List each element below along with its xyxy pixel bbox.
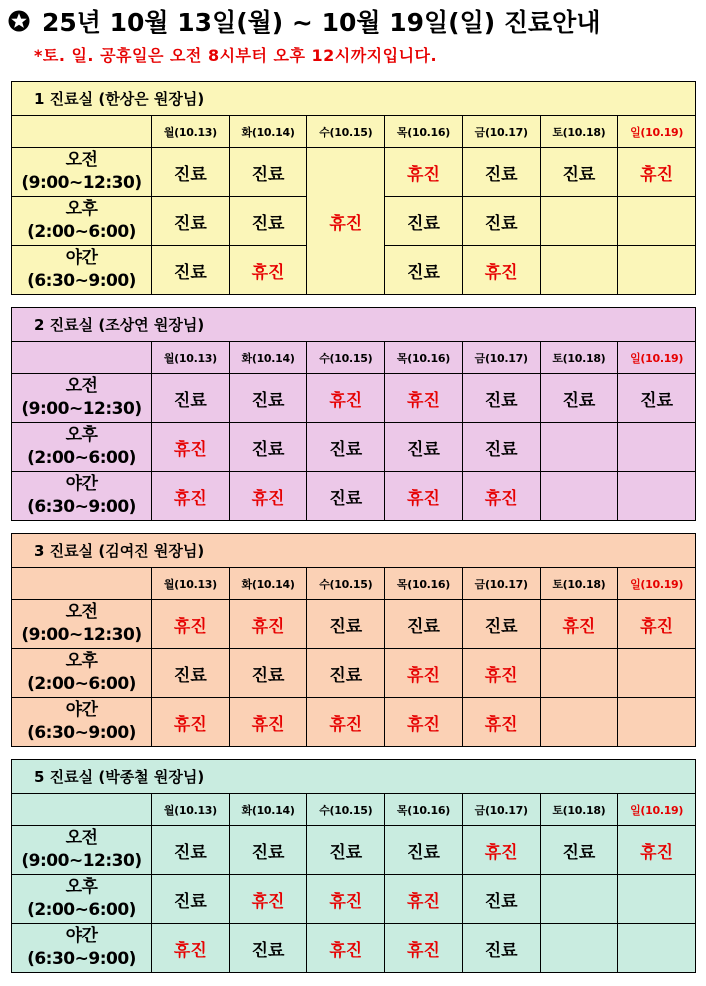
schedule-cell: 휴진 xyxy=(152,924,230,973)
schedule-cell: 진료 xyxy=(618,374,696,423)
schedule-cell xyxy=(540,924,618,973)
table-row xyxy=(12,423,696,472)
schedule-cell: 진료 xyxy=(152,148,230,197)
period-time: (9:00~12:30) xyxy=(21,851,142,871)
schedule-cell: 진료 xyxy=(152,374,230,423)
schedule-cell: 진료 xyxy=(152,875,230,924)
day-header: 수(10.15) xyxy=(307,794,385,826)
period-label xyxy=(12,826,152,875)
day-header-row xyxy=(12,116,696,148)
schedule-cell: 휴진 xyxy=(152,698,230,747)
day-header: 월(10.13) xyxy=(152,116,230,148)
day-header-sunday: 일(10.19) xyxy=(618,794,696,826)
room-title: 1 진료실 (한상은 원장님) xyxy=(12,82,696,116)
schedule-cell: 진료 xyxy=(229,423,307,472)
room-schedule-table xyxy=(11,759,696,973)
schedule-cell: 휴진 xyxy=(618,600,696,649)
schedule-cell: 진료 xyxy=(229,924,307,973)
schedule-cell: 진료 xyxy=(229,826,307,875)
schedule-cell: 휴진 xyxy=(307,875,385,924)
schedule-cell: 휴진 xyxy=(385,472,463,521)
schedule-cell: 진료 xyxy=(307,649,385,698)
schedule-cell xyxy=(540,698,618,747)
period-time: (2:00~6:00) xyxy=(27,900,136,920)
corner-cell xyxy=(12,342,152,374)
schedule-cell: 진료 xyxy=(229,649,307,698)
period-label xyxy=(12,875,152,924)
schedule-cell: 진료 xyxy=(152,826,230,875)
schedule-cell: 휴진 xyxy=(385,374,463,423)
day-header: 화(10.14) xyxy=(229,568,307,600)
schedule-cell: 진료 xyxy=(229,374,307,423)
day-header-sunday: 일(10.19) xyxy=(618,568,696,600)
table-row xyxy=(12,924,696,973)
day-header: 화(10.14) xyxy=(229,794,307,826)
period-time: (2:00~6:00) xyxy=(27,448,136,468)
schedule-cell: 진료 xyxy=(152,246,230,295)
period-time: (2:00~6:00) xyxy=(27,674,136,694)
period-name: 오후 xyxy=(65,877,98,897)
room-title: 3 진료실 (김여진 원장님) xyxy=(12,534,696,568)
day-header-row xyxy=(12,342,696,374)
page-title xyxy=(8,4,698,38)
star-circle-icon xyxy=(8,10,30,32)
schedule-cell: 휴진 xyxy=(540,600,618,649)
schedule-cell: 휴진 xyxy=(152,472,230,521)
corner-cell xyxy=(12,116,152,148)
schedule-cell: 휴진 xyxy=(385,698,463,747)
schedule-cell: 진료 xyxy=(462,197,540,246)
period-label xyxy=(12,197,152,246)
schedule-cell xyxy=(618,924,696,973)
period-name: 오전 xyxy=(65,828,98,848)
schedule-cell: 휴진 xyxy=(462,826,540,875)
day-header: 월(10.13) xyxy=(152,342,230,374)
day-header: 목(10.16) xyxy=(385,568,463,600)
day-header: 수(10.15) xyxy=(307,116,385,148)
day-header: 금(10.17) xyxy=(462,568,540,600)
table-row xyxy=(12,698,696,747)
schedule-cell: 휴진 xyxy=(152,600,230,649)
period-name: 오전 xyxy=(65,150,98,170)
schedule-cell xyxy=(618,875,696,924)
schedule-cell: 진료 xyxy=(307,600,385,649)
period-name: 야간 xyxy=(65,474,98,494)
schedule-cell: 휴진 xyxy=(385,148,463,197)
schedule-cell: 진료 xyxy=(462,374,540,423)
schedule-cell: 휴진 xyxy=(152,423,230,472)
period-name: 야간 xyxy=(65,700,98,720)
schedule-cell xyxy=(618,246,696,295)
schedule-cell: 휴진 xyxy=(385,649,463,698)
schedule-cell xyxy=(540,875,618,924)
schedule-cell xyxy=(540,246,618,295)
schedule-cell: 휴진 xyxy=(385,875,463,924)
day-header: 목(10.16) xyxy=(385,794,463,826)
schedule-cell: 진료 xyxy=(229,197,307,246)
period-label xyxy=(12,246,152,295)
day-header: 금(10.17) xyxy=(462,342,540,374)
corner-cell xyxy=(12,568,152,600)
period-label xyxy=(12,924,152,973)
day-header: 토(10.18) xyxy=(540,116,618,148)
day-header: 목(10.16) xyxy=(385,116,463,148)
day-header-row xyxy=(12,568,696,600)
room-title: 2 진료실 (조상연 원장님) xyxy=(12,308,696,342)
schedule-cell: 진료 xyxy=(540,374,618,423)
schedule-cell: 진료 xyxy=(462,148,540,197)
period-name: 야간 xyxy=(65,926,98,946)
day-header: 목(10.16) xyxy=(385,342,463,374)
period-time: (9:00~12:30) xyxy=(21,173,142,193)
room-title: 5 진료실 (박종철 원장님) xyxy=(12,760,696,794)
room-schedule-table xyxy=(11,307,696,521)
schedule-cell: 진료 xyxy=(152,649,230,698)
schedule-cell: 진료 xyxy=(385,423,463,472)
day-header-sunday: 일(10.19) xyxy=(618,342,696,374)
day-header: 수(10.15) xyxy=(307,568,385,600)
period-label xyxy=(12,423,152,472)
table-row xyxy=(12,374,696,423)
schedule-cell: 진료 xyxy=(229,148,307,197)
period-label xyxy=(12,649,152,698)
schedule-cell: 휴진 xyxy=(307,374,385,423)
day-header-sunday: 일(10.19) xyxy=(618,116,696,148)
table-row xyxy=(12,148,696,197)
period-time: (9:00~12:30) xyxy=(21,625,142,645)
period-label xyxy=(12,374,152,423)
schedule-cell: 진료 xyxy=(462,924,540,973)
weekend-hours-note: *토. 일. 공휴일은 오전 8시부터 오후 12시까지입니다. xyxy=(34,45,438,65)
period-name: 오후 xyxy=(65,199,98,219)
table-row xyxy=(12,472,696,521)
room-schedule-table xyxy=(11,533,696,747)
schedule-cell: 휴진 xyxy=(229,246,307,295)
schedule-cell: 휴진 xyxy=(229,875,307,924)
period-time: (9:00~12:30) xyxy=(21,399,142,419)
period-name: 오후 xyxy=(65,425,98,445)
schedule-cell: 진료 xyxy=(462,423,540,472)
page-title-text: 25년 10월 13일(월) ~ 10월 19일(일) 진료안내 xyxy=(42,8,601,37)
period-label xyxy=(12,698,152,747)
period-name: 야간 xyxy=(65,248,98,268)
schedule-cell: 진료 xyxy=(307,472,385,521)
day-header: 화(10.14) xyxy=(229,116,307,148)
day-header-row xyxy=(12,794,696,826)
schedule-cell: 휴진 xyxy=(462,246,540,295)
day-header: 금(10.17) xyxy=(462,116,540,148)
table-row xyxy=(12,600,696,649)
schedule-cell: 진료 xyxy=(385,246,463,295)
table-row xyxy=(12,826,696,875)
schedule-cell: 휴진 xyxy=(462,649,540,698)
period-name: 오후 xyxy=(65,651,98,671)
schedule-cell xyxy=(540,649,618,698)
day-header: 토(10.18) xyxy=(540,568,618,600)
corner-cell xyxy=(12,794,152,826)
schedule-cell xyxy=(618,649,696,698)
day-header: 금(10.17) xyxy=(462,794,540,826)
period-label xyxy=(12,600,152,649)
schedule-cell: 휴진 xyxy=(462,472,540,521)
schedule-cell: 휴진 xyxy=(229,600,307,649)
schedule-cell: 진료 xyxy=(462,875,540,924)
day-header: 토(10.18) xyxy=(540,342,618,374)
schedule-cell: 진료 xyxy=(540,148,618,197)
period-time: (6:30~9:00) xyxy=(27,723,136,743)
day-header: 수(10.15) xyxy=(307,342,385,374)
period-time: (6:30~9:00) xyxy=(27,949,136,969)
schedule-cell: 진료 xyxy=(385,197,463,246)
schedule-cell: 진료 xyxy=(385,826,463,875)
period-time: (6:30~9:00) xyxy=(27,497,136,517)
schedule-cell: 휴진 xyxy=(307,148,385,295)
schedule-cell: 진료 xyxy=(307,423,385,472)
schedule-cell: 휴진 xyxy=(229,698,307,747)
schedule-cell: 휴진 xyxy=(618,826,696,875)
table-row xyxy=(12,649,696,698)
schedule-cell: 휴진 xyxy=(307,698,385,747)
period-name: 오전 xyxy=(65,602,98,622)
period-label xyxy=(12,148,152,197)
schedule-cell: 휴진 xyxy=(307,924,385,973)
day-header: 월(10.13) xyxy=(152,794,230,826)
period-time: (2:00~6:00) xyxy=(27,222,136,242)
schedule-cell: 진료 xyxy=(385,600,463,649)
schedule-cell xyxy=(618,423,696,472)
table-row xyxy=(12,875,696,924)
schedule-cell xyxy=(540,472,618,521)
schedule-cell: 휴진 xyxy=(229,472,307,521)
schedule-cell xyxy=(540,197,618,246)
schedule-cell: 진료 xyxy=(152,197,230,246)
schedule-cell: 휴진 xyxy=(462,698,540,747)
schedule-cell xyxy=(618,698,696,747)
schedule-cell: 진료 xyxy=(540,826,618,875)
schedule-cell xyxy=(618,197,696,246)
schedule-cell: 진료 xyxy=(462,600,540,649)
period-label xyxy=(12,472,152,521)
schedule-cell: 휴진 xyxy=(618,148,696,197)
period-time: (6:30~9:00) xyxy=(27,271,136,291)
schedule-cell xyxy=(540,423,618,472)
schedule-cell: 휴진 xyxy=(385,924,463,973)
schedule-cell: 진료 xyxy=(307,826,385,875)
day-header: 화(10.14) xyxy=(229,342,307,374)
day-header: 토(10.18) xyxy=(540,794,618,826)
schedule-cell xyxy=(618,472,696,521)
room-schedule-table xyxy=(11,81,696,295)
period-name: 오전 xyxy=(65,376,98,396)
day-header: 월(10.13) xyxy=(152,568,230,600)
